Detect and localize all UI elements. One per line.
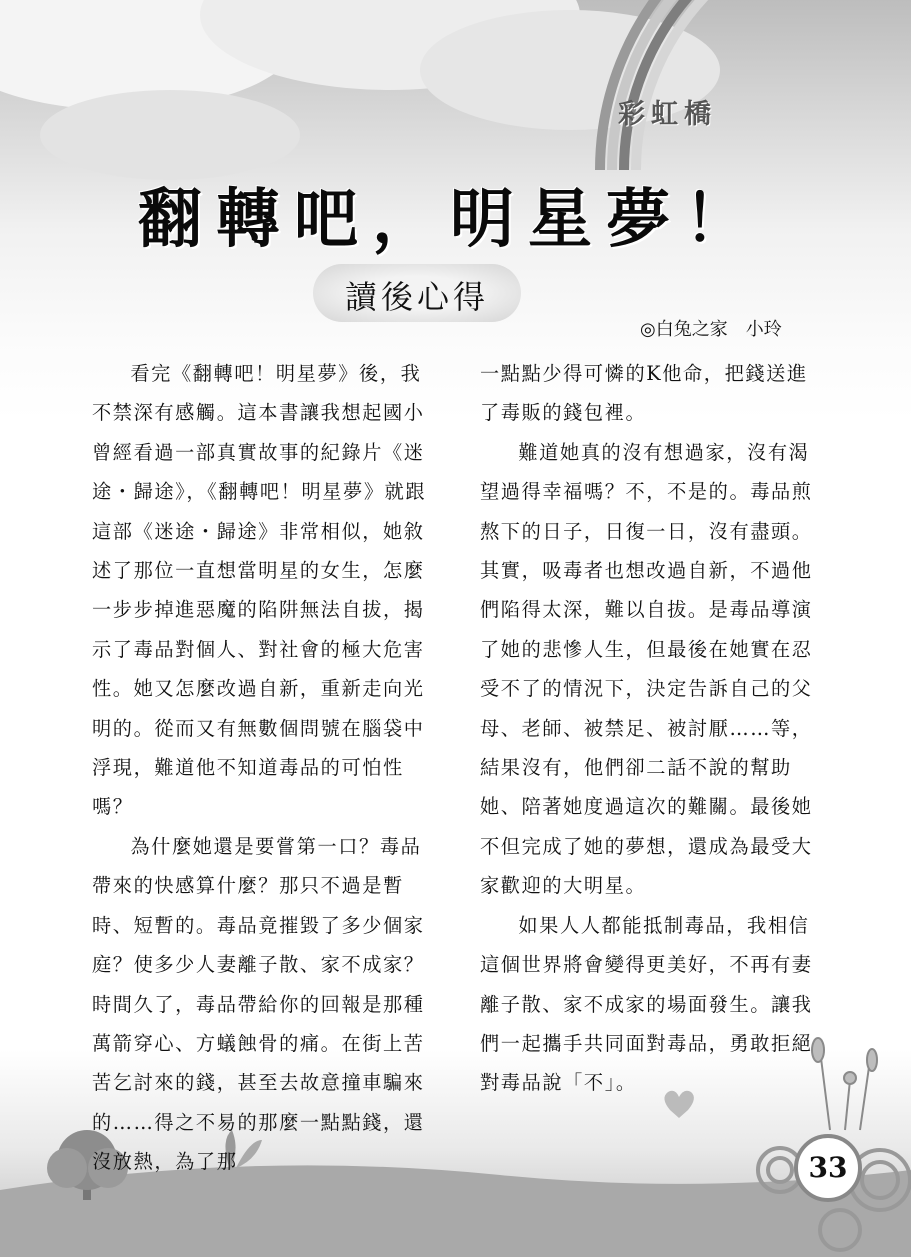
paragraph: 一點點少得可憐的K他命，把錢送進了毒販的錢包裡。 <box>480 362 808 425</box>
text-column-left <box>92 354 432 1182</box>
plant-decoration <box>812 1038 877 1130</box>
rainbow-decoration <box>600 0 911 170</box>
author-byline: ◎白兔之家 小玲 <box>640 319 782 340</box>
paragraph: 看完《翻轉吧！明星夢》後，我不禁深有感觸。這本書讓我想起國小曾經看過一部真實故事的紀錄片《迷途・歸途》，《翻轉吧！明星夢》就跟這部《迷途・歸途》非常相似，她敘述了那位一直想當明星的女生，怎麼一步步掉進惡魔的陷阱無法自拔，揭示了毒品對個人、對社會的極大危害性。她又怎麼改過自新，重新走向光明的。從而又有無數個問號在腦袋中浮現，難道他不知道毒品的可怕性嗎？ <box>92 362 427 819</box>
text-column-right <box>480 354 820 1103</box>
article-title: 翻轉吧，明星夢！ <box>138 183 762 257</box>
page-number: 33 <box>808 1151 848 1184</box>
paragraph: 如果人人都能抵制毒品，我相信這個世界將會變得更美好，不再有妻離子散、家不成家的場面發生。讓我們一起攜手共同面對毒品，勇敢拒絕對毒品說「不」。 <box>480 913 813 1095</box>
paragraph: 難道她真的沒有想過家，沒有渴望過得幸福嗎？不，不是的。毒品煎熬下的日子，日復一日，沒有盡頭。其實，吸毒者也想改過自新，不過他們陷得太深，難以自拔。是毒品導演了她的悲慘人生，但最後在她實在忍受不了的情況下，決定告訴自己的父母、老師、被禁足、被討厭……等，結果沒有，他們卻二話不說的幫助她、陪著她度過這次的難關。最後她不但完成了她的夢想，還成為最受大家歡迎的大明星。 <box>480 440 813 898</box>
paragraph: 為什麼她還是要嘗第一口？毒品帶來的快感算什麼？那只不過是暫時、短暫的。毒品竟摧毀了多少個家庭？使多少人妻離子散、家不成家？時間久了，毒品帶給你的回報是那種萬箭穿心、方蟻蝕骨的痛。在街上苦苦乞討來的錢，甚至去故意撞車騙來的……得之不易的那麼一點點錢，還沒放熱，為了那 <box>92 834 425 1174</box>
section-label: 彩虹橋 <box>618 99 717 130</box>
article-subtitle: 讀後心得 <box>344 278 489 316</box>
